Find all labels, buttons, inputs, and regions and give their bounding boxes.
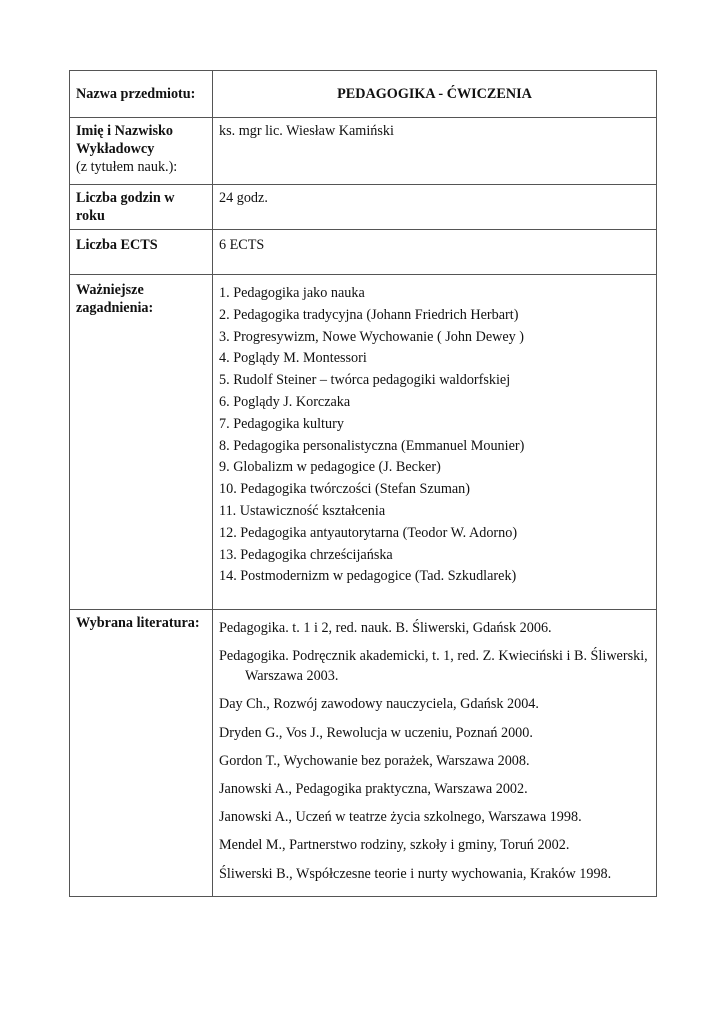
lecturer-label-cell <box>70 118 213 185</box>
list-item: Mendel M., Partnerstwo rodziny, szkoły i gminy, Toruń 2002. <box>219 837 570 854</box>
list-item: Śliwerski B., Współczesne teorie i nurty wychowania, Kraków 1998. <box>219 865 612 882</box>
list-item: 10. Pedagogika twórczości (Stefan Szuman) <box>219 481 470 498</box>
ects-value: 6 ECTS <box>213 230 657 275</box>
list-item: 12. Pedagogika antyautorytarna (Teodor W. Adorno) <box>219 524 518 541</box>
course-name-value: PEDAGOGIKA - ĆWICZENIA <box>213 71 657 118</box>
topics-cell <box>213 275 657 610</box>
list-item: 5. Rudolf Steiner – twórca pedagogiki waldorfskiej <box>219 372 511 389</box>
list-item: Dryden G., Vos J., Rewolucja w uczeniu, Poznań 2000. <box>219 724 533 741</box>
list-item: Gordon T., Wychowanie bez porażek, Warszawa 2008. <box>219 752 530 769</box>
literature-label: Wybrana literatura: <box>70 610 213 897</box>
hours-value: 24 godz. <box>213 185 657 230</box>
lecturer-label-sub: (z tytułem nauk.): <box>76 159 178 175</box>
list-item: Pedagogika. t. 1 i 2, red. nauk. B. Śliwerski, Gdańsk 2006. <box>219 620 552 636</box>
course-name-label: Nazwa przedmiotu: <box>70 71 213 118</box>
list-item: Pedagogika. Podręcznik akademicki, t. 1, red. Z. Kwieciński i B. Śliwerski, Warszawa 2003. <box>219 648 648 685</box>
lecturer-label: Imię i Nazwisko Wykładowcy <box>76 123 173 157</box>
lecturer-row <box>70 118 657 185</box>
literature-row <box>70 610 657 897</box>
list-item: 11. Ustawiczność kształcenia <box>219 502 386 519</box>
list-item: 3. Progresywizm, Nowe Wychowanie ( John Dewey ) <box>219 328 525 345</box>
list-item: 14. Postmodernizm w pedagogice (Tad. Szkudlarek) <box>219 568 517 585</box>
hours-row <box>70 185 657 230</box>
list-item: 13. Pedagogika chrześcijańska <box>219 546 393 563</box>
hours-label: Liczba godzin w roku <box>70 185 213 230</box>
course-name-row <box>70 71 657 118</box>
topics-label: Ważniejsze zagadnienia: <box>70 275 213 610</box>
ects-row <box>70 230 657 275</box>
literature-cell <box>213 610 657 897</box>
lecturer-value: ks. mgr lic. Wiesław Kamiński <box>213 118 657 185</box>
course-syllabus-table <box>69 70 657 897</box>
topics-list <box>219 281 650 588</box>
ects-label: Liczba ECTS <box>70 230 213 275</box>
list-item: Janowski A., Pedagogika praktyczna, Warszawa 2002. <box>219 780 528 797</box>
list-item: 2. Pedagogika tradycyjna (Johann Friedrich Herbart) <box>219 306 519 323</box>
topics-row <box>70 275 657 610</box>
list-item: 9. Globalizm w pedagogice (J. Becker) <box>219 459 441 476</box>
list-item: 8. Pedagogika personalistyczna (Emmanuel Mounier) <box>219 437 525 454</box>
list-item: 4. Poglądy M. Montessori <box>219 350 367 367</box>
literature-list <box>219 614 650 884</box>
list-item: 7. Pedagogika kultury <box>219 415 344 432</box>
list-item: 1. Pedagogika jako nauka <box>219 285 365 301</box>
list-item: Janowski A., Uczeń w teatrze życia szkolnego, Warszawa 1998. <box>219 809 582 826</box>
list-item: Day Ch., Rozwój zawodowy nauczyciela, Gdańsk 2004. <box>219 696 539 713</box>
list-item: 6. Poglądy J. Korczaka <box>219 393 351 410</box>
